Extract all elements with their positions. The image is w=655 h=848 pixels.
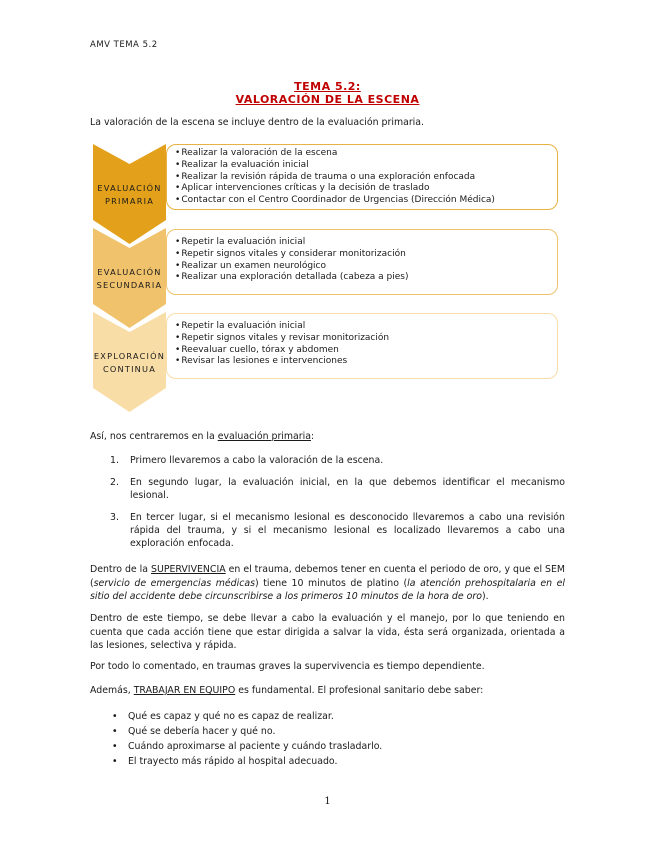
box-exploracion-continua [166,313,558,379]
intro-paragraph: La valoración de la escena se incluye dentro de la evaluación primaria. [90,117,425,128]
list-item: • Repetir signos vitales y considerar monitorización [175,249,557,261]
arrow-label-3b: CONTINUA [102,364,157,374]
list-item: • Cuándo aproximarse al paciente y cuándo trasladarlo. [90,739,382,754]
survival-link: SUPERVIVENCIA [151,564,226,575]
list-item: • Realizar un examen neurológico [175,261,557,273]
focus-paragraph: Así, nos centraremos en la evaluación primaria: [90,431,315,442]
page-title: TEMA 5.2: [294,80,361,93]
arrow-label-2a: EVALUACIÓN [97,267,162,277]
list-item: • Repetir signos vitales y revisar monitorización [175,333,557,345]
list-item: 3. En tercer lugar, si el mecanismo lesional es desconocido llevaremos a cabo una revisión rápida del trauma, y si el mecanismo lesional es localizado llevaremos a cabo una exploración enfocada. [110,512,565,549]
list-item: • Repetir la evaluación inicial [175,321,557,333]
page-number: 1 [324,796,331,807]
list-item: • El trayecto más rápido al hospital adecuado. [90,754,382,769]
team-list [90,709,382,769]
steps-list [90,454,565,550]
list-item: • Reevaluar cuello, tórax y abdomen [175,345,557,357]
list-item: • Aplicar intervenciones críticas y la decisión de traslado [175,183,557,195]
arrow-label-1b: PRIMARIA [104,196,154,206]
list-item: • Realizar la evaluación inicial [175,160,557,172]
list-item: • Repetir la evaluación inicial [175,237,557,249]
list-item: • Contactar con el Centro Coordinador de Urgencias (Dirección Médica) [175,195,557,207]
list-item: 1. Primero llevaremos a cabo la valoración de la escena. [110,455,384,466]
list-item: • Revisar las lesiones e intervenciones [175,356,557,368]
list-item: 2. En segundo lugar, la evaluación inicial, en la que debemos identificar el mecanismo lesional. [110,477,565,501]
focus-link: evaluación primaria [217,431,311,442]
arrow-exploracion-continua [93,312,166,412]
team-paragraph: Además, TRABAJAR EN EQUIPO es fundamental. El profesional sanitario debe saber: [90,685,484,696]
box-evaluacion-primaria [166,144,558,210]
box-evaluacion-secundaria [166,229,558,295]
page-subtitle: VALORACIÓN DE LA ESCENA [235,93,420,106]
list-item: • Qué se debería hacer y qué no. [90,724,382,739]
survival-paragraph: Dentro de la SUPERVIVENCIA en el trauma, debemos tener en cuenta el periodo de oro, y que el SEM (servicio de emergencias médicas) tiene 10 minutos de platino (la atención prehospitalaria en el sitio del accidente debe circunscribirse a los primeros 10 minutos de la hora de oro). [90,564,566,602]
team-link: TRABAJAR EN EQUIPO [133,685,236,696]
list-item: • Realizar la valoración de la escena [175,148,557,160]
page-header: AMV TEMA 5.2 [90,40,158,50]
list-item: • Qué es capaz y qué no es capaz de realizar. [90,709,382,724]
comment-paragraph: Por todo lo comentado, en traumas graves la supervivencia es tiempo dependiente. [90,661,485,672]
list-item: • Realizar la revisión rápida de trauma o una exploración enfocada [175,172,557,184]
arrow-label-1a: EVALUACIÓN [97,183,162,193]
arrow-label-2b: SECUNDARIA [96,280,163,290]
list-item: • Realizar una exploración detallada (cabeza a pies) [175,272,557,284]
time-paragraph: Dentro de este tiempo, se debe llevar a cabo la evaluación y el manejo, por lo que teniendo en cuenta que cada acción tiene que estar dirigida a salvar la vida, ésta será organizada, orientada a las lesiones, selectiva y rápida. [90,613,565,651]
arrow-label-3a: EXPLORACIÓN [93,351,166,361]
